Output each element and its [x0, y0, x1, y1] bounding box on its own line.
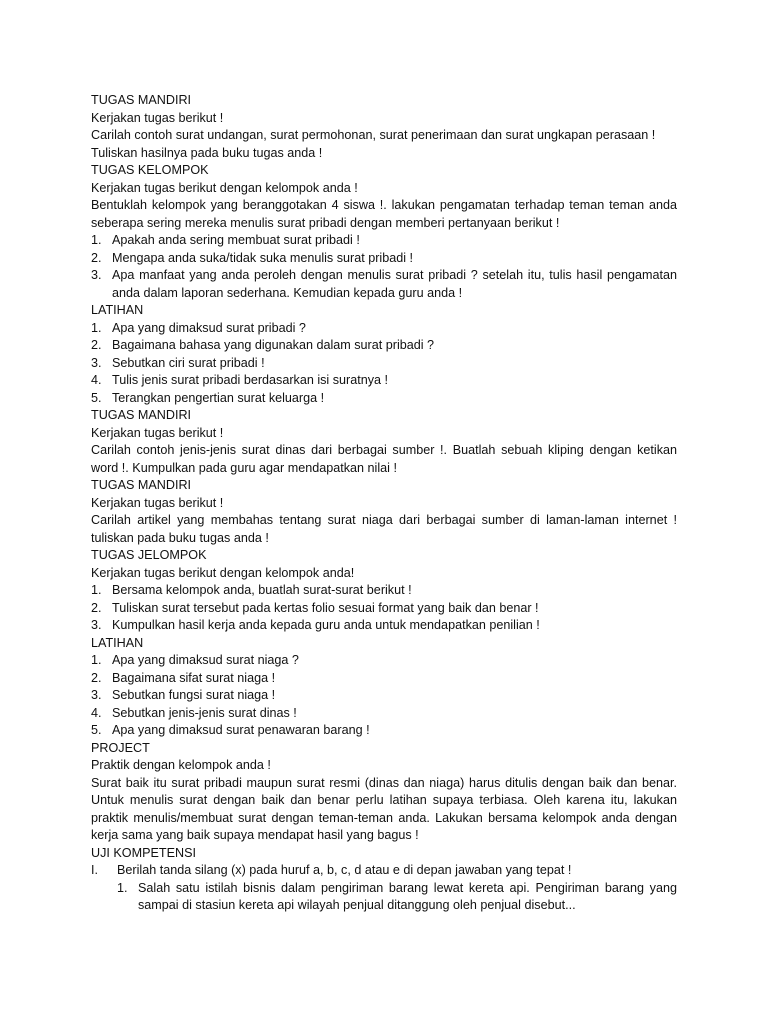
section-heading: TUGAS KELOMPOK: [91, 163, 209, 177]
text-line: Kerjakan tugas berikut !: [91, 110, 224, 125]
list-item: [91, 320, 677, 338]
section-heading: UJI KOMPETENSI: [91, 845, 196, 860]
list-item-text: Apa yang dimaksud surat penawaran barang !: [112, 723, 370, 737]
list-item: [91, 372, 677, 390]
section-heading: LATIHAN: [91, 303, 144, 317]
section-heading: PROJECT: [91, 740, 150, 755]
list-item: [91, 617, 677, 635]
list-item-text: Apa yang dimaksud surat pribadi ?: [112, 320, 306, 335]
list-item: [91, 232, 677, 250]
text-line: Kerjakan tugas berikut !: [91, 495, 224, 510]
list-item-number: 2.: [91, 250, 102, 265]
list-item: [91, 337, 677, 355]
list-item-text: Tuliskan surat tersebut pada kertas folio sesuai format yang baik dan benar !: [112, 600, 539, 615]
list-item: [91, 390, 677, 408]
list-item-text: Apa manfaat yang anda peroleh dengan menulis surat pribadi ? setelah itu, tulis hasil pengamatan anda dalam laporan sederhana. Kemudian kepada guru anda !: [112, 268, 677, 300]
list-item: [91, 652, 677, 670]
roman-list-item: [91, 862, 677, 880]
text-line: Kerjakan tugas berikut dengan kelompok anda !: [91, 180, 358, 195]
list-item-text: Sebutkan ciri surat pribadi !: [112, 355, 265, 370]
list-item-text: Sebutkan fungsi surat niaga !: [112, 688, 276, 702]
list-item-number: 3.: [91, 355, 102, 370]
list-item-number: 3.: [91, 688, 102, 702]
list-item-number: 4.: [91, 705, 102, 720]
roman-number: I.: [91, 863, 98, 877]
list-item: [91, 705, 677, 723]
paragraph: Carilah artikel yang membahas tentang surat niaga dari berbagai sumber di laman-laman internet ! tuliskan pada buku tugas anda !: [91, 513, 677, 545]
text-line: Kerjakan tugas berikut !: [91, 425, 224, 440]
list-item: [91, 582, 677, 600]
list-item-number: 5.: [91, 723, 102, 737]
list-item: [91, 687, 677, 705]
list-item: [91, 722, 677, 740]
text-line: Tuliskan hasilnya pada buku tugas anda !: [91, 145, 323, 160]
section-heading: TUGAS MANDIRI: [91, 408, 192, 422]
list-item: [91, 355, 677, 373]
list-item: [91, 250, 677, 268]
list-item-text: Sebutkan jenis-jenis surat dinas !: [112, 705, 297, 720]
list-item-text: Bagaimana sifat surat niaga !: [112, 670, 276, 685]
text-line: Kerjakan tugas berikut dengan kelompok anda!: [91, 565, 355, 580]
text-line: Praktik dengan kelompok anda !: [91, 758, 271, 772]
section-heading: TUGAS JELOMPOK: [91, 548, 207, 562]
list-item-text: Bagaimana bahasa yang digunakan dalam surat pribadi ?: [112, 338, 435, 352]
section-heading: TUGAS MANDIRI: [91, 478, 192, 492]
section-heading: TUGAS MANDIRI: [91, 93, 192, 107]
list-item: [91, 267, 677, 302]
list-item-number: 1.: [91, 583, 102, 597]
question-number: 1.: [117, 880, 128, 895]
list-item-number: 1.: [91, 653, 102, 667]
list-item-number: 3.: [91, 268, 102, 282]
list-item-text: Kumpulkan hasil kerja anda kepada guru anda untuk mendapatkan penilian !: [112, 618, 540, 632]
list-item-text: Apakah anda sering membuat surat pribadi !: [112, 233, 360, 247]
list-item-text: Bersama kelompok anda, buatlah surat-surat berikut !: [112, 583, 412, 597]
question-text: Salah satu istilah bisnis dalam pengiriman barang lewat kereta api. Pengiriman barang yang sampai di stasiun kereta api wilayah penjual ditanggung oleh penjual disebut...: [138, 880, 677, 912]
section-heading: LATIHAN: [91, 635, 144, 650]
list-item-number: 5.: [91, 390, 102, 405]
list-item-number: 2.: [91, 338, 102, 352]
list-item-text: Apa yang dimaksud surat niaga ?: [112, 653, 299, 667]
list-item-number: 1.: [91, 320, 102, 335]
list-item-text: Tulis jenis surat pribadi berdasarkan isi suratnya !: [112, 373, 389, 387]
paragraph: Bentuklah kelompok yang beranggotakan 4 siswa !. lakukan pengamatan terhadap teman teman anda seberapa sering mereka menulis surat pribadi dengan memberi pertanyaan berikut !: [91, 198, 677, 230]
list-item: [91, 670, 677, 688]
paragraph: Carilah contoh surat undangan, surat permohonan, surat penerimaan dan surat ungkapan perasaan !: [91, 128, 656, 142]
list-item-number: 3.: [91, 618, 102, 632]
list-item-number: 2.: [91, 670, 102, 685]
paragraph: Surat baik itu surat pribadi maupun surat resmi (dinas dan niaga) harus ditulis dengan baik dan benar. Untuk menulis surat dengan baik dan benar perlu latihan supaya terbiasa. Oleh karena itu, lakukan praktik menulis/membuat surat dengan teman-teman anda. Lakukan bersama kelompok anda dengan kerja sama yang baik supaya mendapat hasil yang bagus !: [91, 775, 677, 842]
list-item: [91, 600, 677, 618]
list-item-text: Terangkan pengertian surat keluarga !: [112, 390, 325, 405]
list-item-text: Mengapa anda suka/tidak suka menulis surat pribadi !: [112, 250, 414, 265]
question-item: [117, 880, 677, 915]
list-item-number: 1.: [91, 233, 102, 247]
paragraph: Carilah contoh jenis-jenis surat dinas dari berbagai sumber !. Buatlah sebuah kliping dengan ketikan word !. Kumpulkan pada guru agar mendapatkan nilai !: [91, 443, 677, 475]
list-item-number: 4.: [91, 373, 102, 387]
roman-item-text: Berilah tanda silang (x) pada huruf a, b, c, d atau e di depan jawaban yang tepat !: [117, 863, 572, 877]
list-item-number: 2.: [91, 600, 102, 615]
